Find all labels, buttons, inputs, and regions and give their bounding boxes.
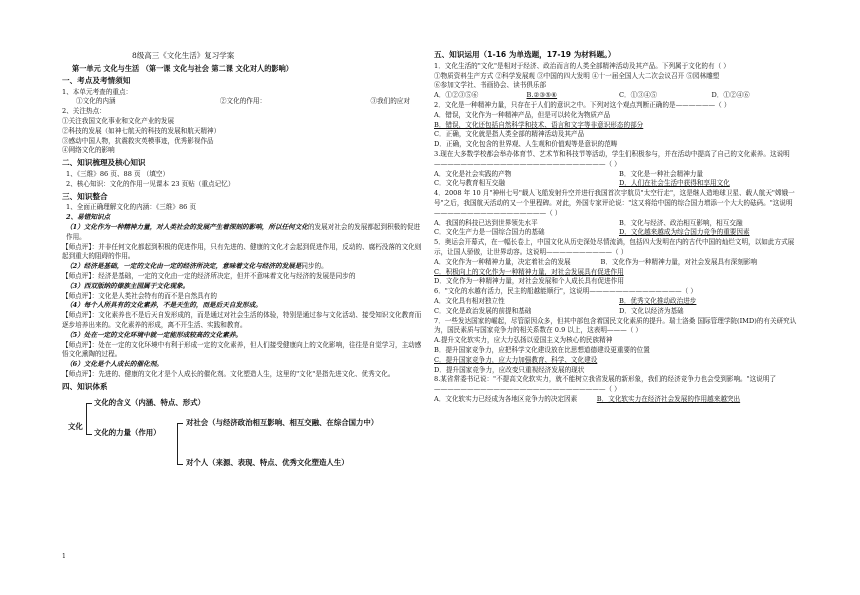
page-number: 1	[62, 553, 66, 560]
option: C．文化与教育相互交融	[434, 179, 505, 188]
q8-options-row	[434, 395, 804, 405]
mindmap-brace	[177, 423, 183, 465]
question-1-line: ⑥参加文学社、书画协会、读书俱乐部	[434, 81, 547, 90]
comment-3: 【师点评】：文化是人类社会特有的而不是自然具有的	[62, 291, 217, 300]
section-4-heading: 四、知识体系	[62, 381, 108, 391]
question-7: 7．一些发达国家的崛起，尽管原因众多，但其中部包含着国民文化素质的提升。瑞士洛桑 国际管理学院(IMD)的有关研究认为，国民素质与国家竞争力的相关系数在 0.9 以上，这表明———（ ）	[434, 316, 797, 335]
error-2: （2）经济是基础，一定的文化由一定的经济所决定，意味着文化与经济的发展是	[66, 262, 302, 271]
option: D．文化越来越成为综合国力竞争的重要因素	[619, 228, 750, 237]
option: D．①②④⑥	[711, 91, 750, 100]
s1-point: 1、本单元考查的重点：	[62, 87, 133, 96]
error-3: （3）西双版纳的傣族主园属于文化现象。	[66, 281, 190, 290]
s1-point: 2、关注热点：	[62, 107, 106, 116]
mindmap-person: 对个人（来源、表现、特点、优秀文化塑造人生）	[186, 457, 349, 467]
s1-items	[62, 97, 422, 107]
q4-options-row	[434, 228, 804, 238]
q4-options-row	[434, 219, 804, 229]
error-1-cont: 的发展对社会的发展都起到积极的促进作用。	[66, 222, 421, 241]
error-6: （6）文化是个人成长的催化剂。	[66, 360, 163, 369]
s1-item: ②文化的作用：	[219, 97, 267, 106]
option: B．文化软实力在经济社会发展的作用越来越突出	[596, 394, 741, 403]
question-1: 1．文化生活的"文化"是相对于经济、政治而言的人类全部精神活动及其产品。下列属于文化的有（ ）	[434, 61, 730, 70]
q3-options-row	[434, 179, 804, 189]
option: A．文化作为一种精神力量，决定着社会的发展	[434, 257, 571, 266]
unit-subtitle: 第一单元 文化与生活 （第一课 文化与社会 第二课 文化对人的影响）	[72, 64, 293, 73]
option: C．积极向上的文化作为一种精神力量，对社会发展具有促进作用	[434, 267, 624, 276]
option: C．文化是政治发展的前提和基础	[434, 306, 532, 315]
error-2-cont: 同步的。	[301, 262, 328, 271]
option: A．文化软实力已经成为各地区竞争力的决定因素	[434, 394, 578, 403]
option: A．文化具有相对独立性	[434, 296, 505, 305]
knowledge-mindmap	[62, 396, 422, 478]
section-3-heading: 三、知识整合	[62, 191, 108, 201]
comment-4: 【师点评】：文化素养也不是后天自发形成的，而是通过对社会生活的体验，特别是通过参与文化活动、接受知识文化教育而逐步培养出来的。文化素养的形成，离不开生活、实践和教育。	[62, 311, 422, 329]
option: C．提升国家竞争力，应大力加强教育、科学、文化建设	[434, 355, 598, 364]
option: A.提升文化软实力，应大力弘扬以爱国主义为核心的民族精神	[434, 336, 613, 345]
option: B．提升国家竞争力，应把科学文化建设放在比思想道德建设更重要的位置	[434, 345, 650, 354]
error-5: （5）处在一定的文化环境中就一定能形成较高的文化素养。	[66, 330, 243, 339]
option: A．文化是社会实践的产物	[434, 169, 512, 178]
error-1: （1）文化作为一种精神力量，对人类社会的发展产生着深刻的影响，所以任何文化	[66, 222, 308, 231]
question-6: 6．"文化的水越有活力，民主的船越能顺行"，这说明——————————————（ ）	[434, 287, 697, 296]
option: D．正确，文化包含的世界观、人生观和价值观等是意识的范畴	[434, 140, 618, 149]
q5-options-row	[434, 258, 804, 268]
option: B．文化与经济、政治相互影响，相互交融	[619, 218, 743, 227]
option: D．提升国家竞争力，应改变只重视经济发展的现状	[434, 365, 585, 374]
s3-point: 2、易错知识点	[66, 213, 111, 222]
q1-options	[434, 91, 804, 101]
comment-1: 【师点评】：并非任何文化都起到积极的促进作用，只有先进的、健康的文化才会起到促进作用，反动的、腐朽没落的文化则起到重大的阻碍的作用。	[62, 242, 422, 261]
section-2-heading: 二、知识梳理及核心知识	[62, 158, 146, 168]
question-3: 3.现在大多数学校都会举办体育节、艺术节和科技节等活动，学生们积极参与，并在活动中提高了自己的文化素养。这说明——————————————————————————（ ）	[434, 149, 790, 168]
option: D．文化以经济为基础	[619, 306, 684, 315]
comment-5: 【师点评】：处在一定的文化环境中有利于形成一定的文化素养，但人们接受健康向上的文化影响，往往是自觉学习，主动感悟文化熏陶的过程。	[62, 340, 422, 359]
comment-6: 【师点评】：先进的、健康的文化才是个人成长的催化剂。文化塑造人生，这里的"文化"是指先进文化、优秀文化。	[62, 369, 395, 378]
mindmap-meaning: 文化的含义（内涵、特点、形式）	[94, 397, 205, 407]
q3-options-row	[434, 170, 804, 180]
option: B.②③⑤⑥	[526, 91, 558, 100]
mindmap-root: 文化	[68, 421, 83, 431]
hot-item: ④网络文化的影响	[62, 146, 115, 155]
s2-point: 2、核心知识：文化的作用一见课本 23 页贴（重点记忆）	[66, 179, 235, 188]
mindmap-society: 对社会（与经济政治相互影响、相互交融、在综合国力中）	[186, 417, 379, 427]
question-1-line: ①物质资料生产方式 ②科学发展观 ③中国的四大发明 ④十一届全国人大二次会议召开 ⑤园林雕塑	[434, 71, 720, 80]
option: A．①②③⑤⑥	[434, 91, 479, 100]
option: B．文化是一种社会精神力量	[619, 169, 703, 178]
error-4: （4）每个人所具有的文化素养，不是天生的，而是后天自发形成。	[66, 301, 262, 310]
hot-item: ②科技的发展（如神七航天的科技的发展和航天精神）	[62, 126, 221, 135]
s2-point: 1、《三维》86 页、88 页 （填空）	[66, 169, 170, 178]
section-1-heading: 一、考点及考情须知	[62, 75, 131, 85]
s1-item: ①文化的内涵	[76, 97, 116, 106]
option: D．文化作为一种精神力量，对社会发展和个人成长具有促进作用	[434, 277, 624, 286]
option: C．①③④⑤	[619, 91, 658, 100]
page-title: 8级高三《文化生活》复习学案	[132, 51, 235, 60]
option: A．我国的科技已达到世界领先水平	[434, 218, 538, 227]
option: B．优秀文化推动政治进步	[619, 296, 697, 305]
option: D．人们在社会生活中获得和享用文化	[619, 179, 730, 188]
s3-point: 1、全面正确理解文化的内涵：《三维》86 页	[66, 203, 197, 212]
option: B．文化作为一种精神力量，对社会发展具有深刻影响	[600, 257, 758, 266]
question-8: 8.某省常委书记说："不提高文化软实力，就不能树立我省发展的新形象，我们的经济竞争力也会受到影响。"这说明了——————————————————————————（ ）	[434, 375, 777, 394]
question-5: 5．奥运会开幕式，在一幅长卷上，中国文化从历史深处尽情流淌，包括四大发明在内的古代中国的灿烂文明，以如此方式展示，让国人骄傲，让世界动容。这说明——————————（ ）	[434, 238, 795, 256]
right-column	[434, 48, 804, 405]
mindmap-brace	[86, 403, 92, 435]
option: C．正确，文化就是指人类全部的精神活动及其产品	[434, 130, 585, 139]
question-2: 2．文化是一种精神力量，只存在于人们的意识之中。下列对这个观点判断正确的是——————（ ）	[434, 100, 731, 109]
section-5-heading: 五、知识运用（1-16 为单选题，17-19 为材料题。）	[434, 50, 616, 59]
left-column	[62, 52, 422, 478]
option: B．错误，文化还包括自然科学和技术、语言和文字等非意识形态的部分	[434, 120, 644, 129]
question-4: 4．2008 年 10 月"神州七号"载人飞船发射升空并进行我国首次宇航员"太空行走"，这是继人造地球卫星、载人航天"嫦娥一号"之后，我国航天活动的又一个里程碑。对此，外国专家评论说："这又将给中国的综合国力增添一个大大的砝码。"这说明—————————————————（ ）	[434, 189, 795, 217]
option: C．文化生产力是一国综合国力的基础	[434, 228, 545, 237]
hot-item: ①关注我国文化事业和文化产业的发展	[62, 116, 175, 125]
option: A．错误，文化作为一种精神产品，但是可以转化为物质产品	[434, 110, 611, 119]
comment-2: 【师点评】：经济是基础，一定的文化由一定的经济所决定，但并不意味着文化与经济的发展是同步的	[62, 271, 356, 280]
q6-options-row	[434, 297, 804, 307]
q6-options-row	[434, 307, 804, 317]
mindmap-power: 文化的力量（作用）	[94, 427, 161, 437]
hot-item: ③感动中国人物，抗震救灾英模事迹，优秀影视作品	[62, 136, 214, 145]
s1-item: ③我们的应对	[370, 97, 410, 106]
